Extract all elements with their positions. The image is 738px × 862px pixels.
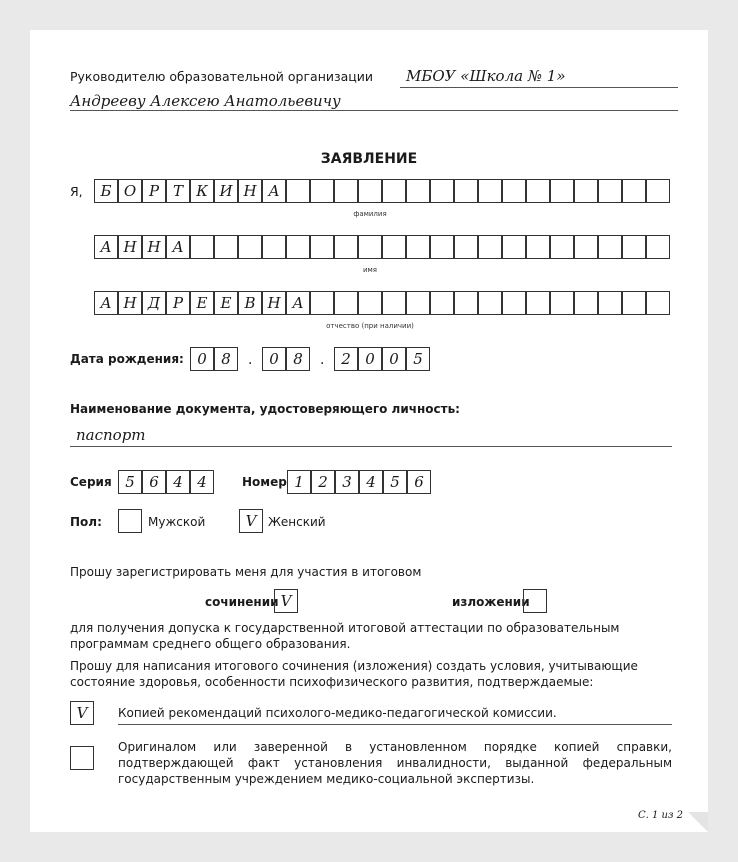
char-cell[interactable] — [574, 179, 598, 203]
page-corner-fold — [688, 812, 708, 832]
char-cell[interactable] — [454, 235, 478, 259]
char-cell[interactable] — [214, 235, 238, 259]
char-cell[interactable] — [646, 179, 670, 203]
char-cell[interactable] — [574, 291, 598, 315]
gender-female-checkbox[interactable]: V — [239, 509, 263, 533]
char-cell[interactable] — [526, 291, 550, 315]
conditions-text: Прошу для написания итогового сочинения (изложения) создать условия, учитывающие состояние здоровья, особенности психофизического развития, подтверждаемые: — [70, 659, 638, 689]
surname-caption: фамилия — [353, 210, 387, 218]
char-cell[interactable]: Е — [190, 291, 214, 315]
essay-checkbox[interactable]: V — [274, 589, 298, 613]
char-cell[interactable] — [310, 179, 334, 203]
char-cell[interactable]: 2 — [311, 470, 335, 494]
char-cell[interactable]: Е — [214, 291, 238, 315]
char-cell[interactable]: А — [286, 291, 310, 315]
char-cell[interactable] — [598, 179, 622, 203]
char-cell[interactable] — [358, 179, 382, 203]
char-cell[interactable] — [502, 291, 526, 315]
char-cell[interactable] — [478, 291, 502, 315]
char-cell[interactable]: Н — [118, 235, 142, 259]
gender-female-label: Женский — [268, 515, 326, 529]
condition-disability-checkbox[interactable] — [70, 746, 94, 770]
char-cell[interactable] — [358, 291, 382, 315]
char-cell[interactable]: А — [262, 179, 286, 203]
char-cell[interactable] — [310, 235, 334, 259]
char-cell[interactable] — [334, 179, 358, 203]
char-cell[interactable]: А — [166, 235, 190, 259]
birth-date-separator: . — [248, 352, 253, 368]
char-cell[interactable]: 0 — [358, 347, 382, 371]
director-underline — [70, 110, 678, 111]
condition-pmpk-checkbox[interactable]: V — [70, 701, 94, 725]
char-cell[interactable]: 5 — [406, 347, 430, 371]
char-cell[interactable] — [502, 235, 526, 259]
char-cell[interactable] — [526, 235, 550, 259]
exposition-label: изложении — [452, 595, 530, 609]
birth-date-separator: . — [320, 352, 325, 368]
gender-label: Пол: — [70, 515, 102, 529]
char-cell[interactable]: Н — [142, 235, 166, 259]
char-cell[interactable]: 6 — [407, 470, 431, 494]
char-cell[interactable]: Н — [118, 291, 142, 315]
char-cell[interactable]: 6 — [142, 470, 166, 494]
char-cell[interactable] — [190, 235, 214, 259]
char-cell[interactable] — [502, 179, 526, 203]
char-cell[interactable] — [334, 235, 358, 259]
char-cell[interactable] — [550, 235, 574, 259]
char-cell[interactable]: Н — [238, 179, 262, 203]
request-text: Прошу зарегистрировать меня для участия в итоговом — [70, 565, 422, 579]
char-cell[interactable]: Р — [166, 291, 190, 315]
recipient-label: Руководителю образовательной организации — [70, 69, 374, 84]
char-cell[interactable] — [454, 291, 478, 315]
char-cell[interactable] — [646, 235, 670, 259]
exposition-checkbox[interactable] — [523, 589, 547, 613]
char-cell[interactable] — [430, 235, 454, 259]
request-purpose: для получения допуска к государственной итоговой аттестации по образовательным программам среднего общего образования. — [70, 621, 620, 651]
char-cell[interactable]: Н — [262, 291, 286, 315]
essay-label: сочинении — [205, 595, 279, 609]
char-cell[interactable] — [550, 291, 574, 315]
char-cell[interactable]: О — [118, 179, 142, 203]
char-cell[interactable]: В — [238, 291, 262, 315]
number-label: Номер — [242, 475, 287, 489]
char-cell[interactable] — [238, 235, 262, 259]
char-cell[interactable]: 5 — [383, 470, 407, 494]
char-cell[interactable] — [622, 235, 646, 259]
document-value[interactable]: паспорт — [76, 426, 146, 444]
char-cell[interactable] — [646, 291, 670, 315]
char-cell[interactable]: 0 — [262, 347, 286, 371]
char-cell[interactable]: 1 — [287, 470, 311, 494]
char-cell[interactable]: Т — [166, 179, 190, 203]
char-cell[interactable] — [406, 179, 430, 203]
director-name: Андрееву Алексею Анатольевичу — [70, 92, 341, 110]
char-cell[interactable]: Д — [142, 291, 166, 315]
document-label: Наименование документа, удостоверяющего личность: — [70, 402, 460, 416]
form-title: ЗАЯВЛЕНИЕ — [320, 151, 418, 167]
char-cell[interactable]: 3 — [335, 470, 359, 494]
char-cell[interactable]: 4 — [190, 470, 214, 494]
char-cell[interactable]: 0 — [190, 347, 214, 371]
gender-male-label: Мужской — [148, 515, 206, 529]
char-cell[interactable] — [286, 179, 310, 203]
char-cell[interactable]: А — [94, 291, 118, 315]
char-cell[interactable] — [598, 235, 622, 259]
school-name: МБОУ «Школа № 1» — [406, 67, 566, 85]
char-cell[interactable]: 0 — [382, 347, 406, 371]
char-cell[interactable] — [382, 235, 406, 259]
page-number: С. 1 из 2 — [638, 810, 683, 821]
char-cell[interactable] — [478, 179, 502, 203]
char-cell[interactable]: 8 — [214, 347, 238, 371]
char-cell[interactable]: А — [94, 235, 118, 259]
char-cell[interactable] — [406, 291, 430, 315]
series-label: Серия — [70, 475, 112, 489]
char-cell[interactable]: Р — [142, 179, 166, 203]
char-cell[interactable] — [622, 291, 646, 315]
char-cell[interactable]: 4 — [359, 470, 383, 494]
char-cell[interactable] — [334, 291, 358, 315]
char-cell[interactable]: 5 — [118, 470, 142, 494]
first-name-caption: имя — [362, 266, 378, 274]
condition-pmpk-text: Копией рекомендаций психолого-медико-педагогической комиссии. — [118, 706, 557, 720]
document-underline — [70, 446, 672, 447]
char-cell[interactable]: 2 — [334, 347, 358, 371]
patronymic-caption: отчество (при наличии) — [326, 322, 414, 330]
char-cell[interactable]: 8 — [286, 347, 310, 371]
char-cell[interactable] — [262, 235, 286, 259]
char-cell[interactable] — [286, 235, 310, 259]
char-cell[interactable] — [310, 291, 334, 315]
char-cell[interactable] — [358, 235, 382, 259]
char-cell[interactable]: 4 — [166, 470, 190, 494]
char-cell[interactable] — [430, 291, 454, 315]
char-cell[interactable] — [574, 235, 598, 259]
char-cell[interactable]: И — [214, 179, 238, 203]
birth-date-label: Дата рождения: — [70, 352, 184, 366]
char-cell[interactable] — [406, 235, 430, 259]
char-cell[interactable]: К — [190, 179, 214, 203]
school-underline — [400, 87, 678, 88]
gender-male-checkbox[interactable] — [118, 509, 142, 533]
char-cell[interactable] — [526, 179, 550, 203]
char-cell[interactable] — [550, 179, 574, 203]
condition-disability-text: Оригиналом или заверенной в установленном порядке копией справки, подтверждающей факт установления инвалидности, выданной федеральным государственным учреждением медико-социальной экспертизы. — [118, 740, 672, 786]
char-cell[interactable] — [454, 179, 478, 203]
char-cell[interactable] — [598, 291, 622, 315]
char-cell[interactable] — [430, 179, 454, 203]
char-cell[interactable] — [622, 179, 646, 203]
char-cell[interactable] — [478, 235, 502, 259]
name-prefix: Я, — [70, 184, 83, 199]
char-cell[interactable] — [382, 291, 406, 315]
char-cell[interactable] — [382, 179, 406, 203]
char-cell[interactable]: Б — [94, 179, 118, 203]
condition-pmpk-underline — [118, 724, 672, 725]
